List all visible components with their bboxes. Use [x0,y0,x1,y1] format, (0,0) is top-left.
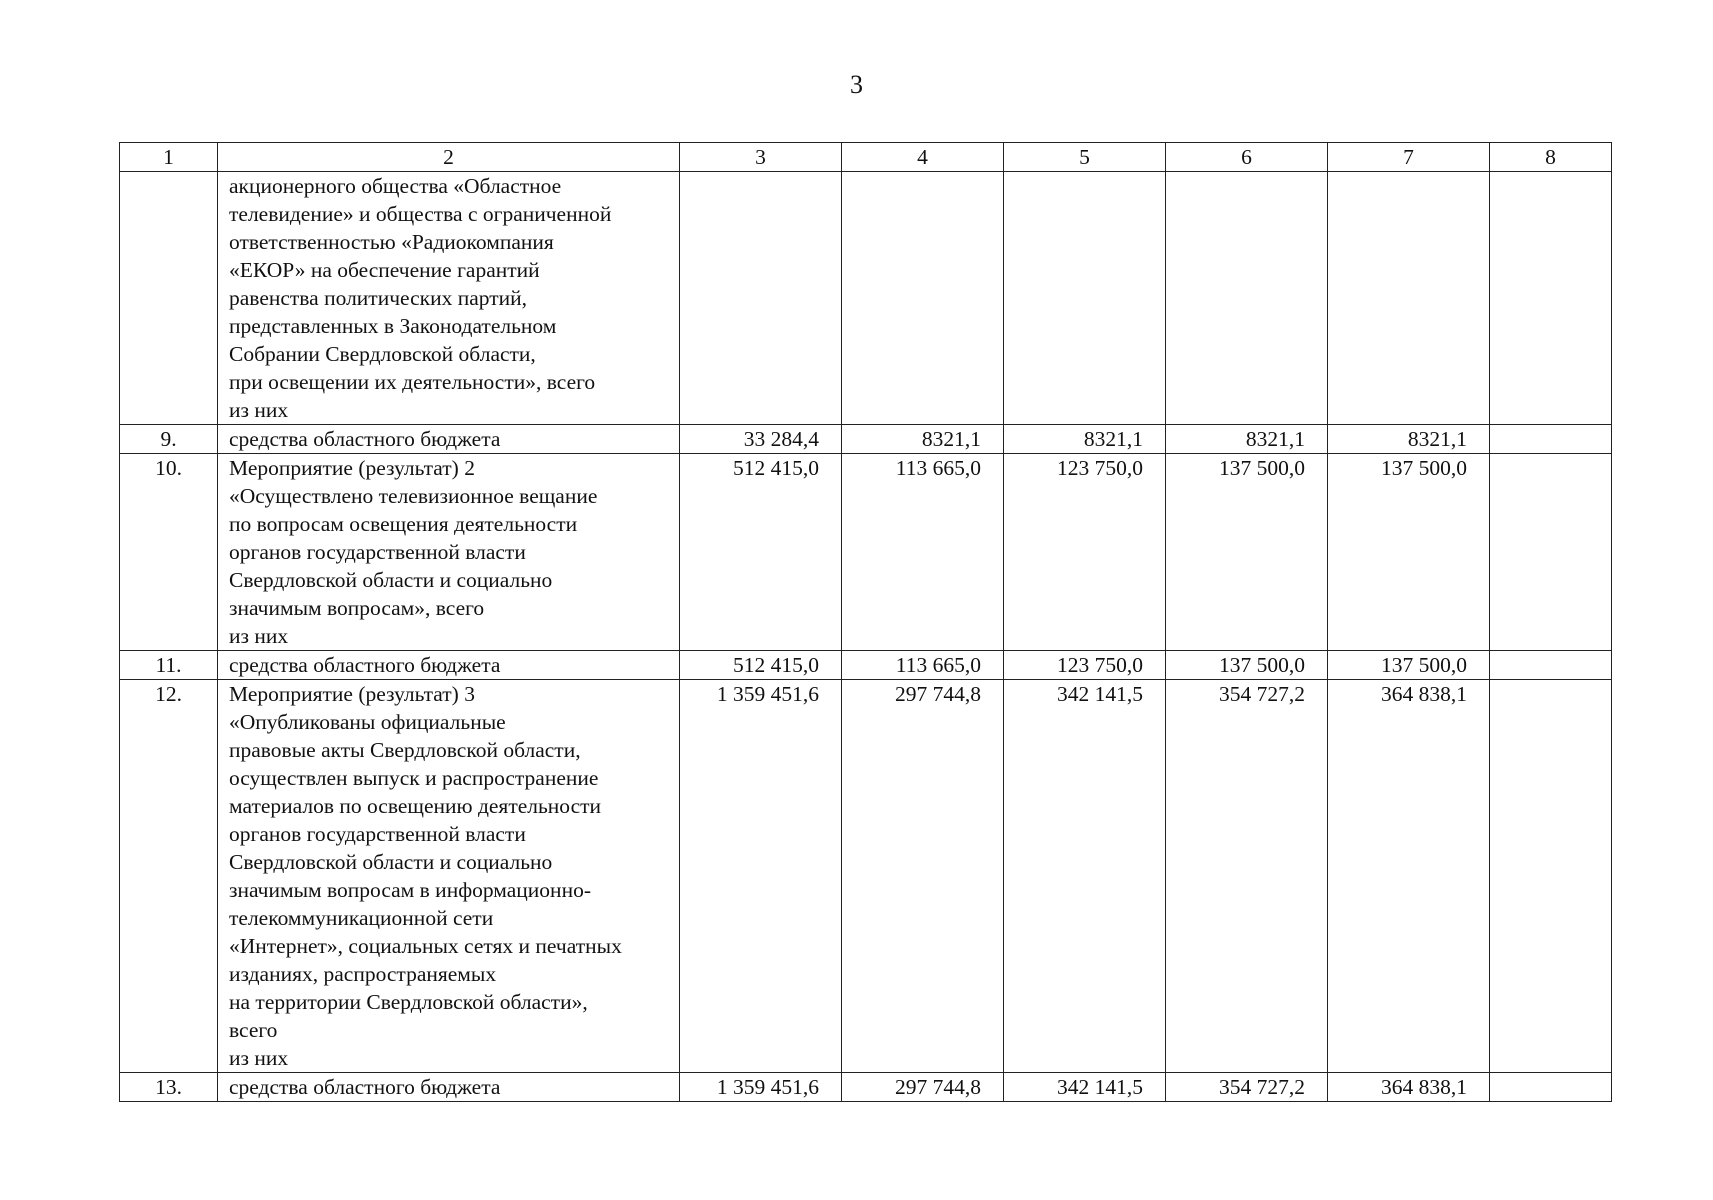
value-col-3: 512 415,0 [680,651,842,680]
budget-table [119,142,1612,1102]
value-col-8 [1490,172,1612,425]
value-col-6: 137 500,0 [1166,454,1328,651]
value-col-7: 364 838,1 [1328,1073,1490,1102]
value-col-4: 297 744,8 [842,680,1004,1073]
value-col-3: 1 359 451,6 [680,1073,842,1102]
value-col-3: 512 415,0 [680,454,842,651]
row-number: 12. [120,680,218,1073]
table-row [120,680,1612,1073]
row-number: 10. [120,454,218,651]
value-col-7: 137 500,0 [1328,651,1490,680]
value-col-5: 123 750,0 [1004,651,1166,680]
table-row [120,1073,1612,1102]
value-col-4: 8321,1 [842,425,1004,454]
value-col-6 [1166,172,1328,425]
value-col-3: 33 284,4 [680,425,842,454]
header-cell: 7 [1328,143,1490,172]
value-col-8 [1490,425,1612,454]
value-col-6: 354 727,2 [1166,680,1328,1073]
page-number: 3 [850,70,863,99]
value-col-7: 8321,1 [1328,425,1490,454]
table-row [120,172,1612,425]
value-col-8 [1490,454,1612,651]
value-col-6: 354 727,2 [1166,1073,1328,1102]
header-cell: 2 [218,143,680,172]
header-cell: 4 [842,143,1004,172]
value-col-3 [680,172,842,425]
header-cell: 3 [680,143,842,172]
value-col-7: 137 500,0 [1328,454,1490,651]
row-number: 11. [120,651,218,680]
row-description: средства областного бюджета [218,651,680,680]
row-number: 13. [120,1073,218,1102]
table-row [120,651,1612,680]
value-col-4: 297 744,8 [842,1073,1004,1102]
row-description: средства областного бюджета [218,425,680,454]
value-col-5: 342 141,5 [1004,680,1166,1073]
row-description: Мероприятие (результат) 3 «Опубликованы официальные правовые акты Свердловской области, осуществлен выпуск и распространение материалов по освещению деятельности органов государственной власти Свердловской области и социально значимым вопросам в информационно- телекоммуникационной сети «Интернет», социальных сетях и печатных изданиях, распространяемых на территории Свердловской области», всего из них [218,680,680,1073]
row-number: 9. [120,425,218,454]
value-col-5 [1004,172,1166,425]
header-cell: 8 [1490,143,1612,172]
header-cell: 1 [120,143,218,172]
value-col-5: 8321,1 [1004,425,1166,454]
value-col-4: 113 665,0 [842,651,1004,680]
row-description: Мероприятие (результат) 2 «Осуществлено телевизионное вещание по вопросам освещения деятельности органов государственной власти Свердловской области и социально значимым вопросам», всего из них [218,454,680,651]
row-description: средства областного бюджета [218,1073,680,1102]
column-number-row [120,143,1612,172]
value-col-6: 137 500,0 [1166,651,1328,680]
value-col-5: 342 141,5 [1004,1073,1166,1102]
value-col-8 [1490,1073,1612,1102]
value-col-8 [1490,651,1612,680]
value-col-5: 123 750,0 [1004,454,1166,651]
value-col-8 [1490,680,1612,1073]
value-col-4 [842,172,1004,425]
row-number [120,172,218,425]
table-row [120,454,1612,651]
value-col-3: 1 359 451,6 [680,680,842,1073]
table-row [120,425,1612,454]
header-cell: 6 [1166,143,1328,172]
row-description: акционерного общества «Областное телевидение» и общества с ограниченной ответственностью «Радиокомпания «ЕКОР» на обеспечение гарантий равенства политических партий, представленных в Законодательном Собрании Свердловской области, при освещении их деятельности», всего из них [218,172,680,425]
value-col-7 [1328,172,1490,425]
value-col-7: 364 838,1 [1328,680,1490,1073]
value-col-6: 8321,1 [1166,425,1328,454]
header-cell: 5 [1004,143,1166,172]
value-col-4: 113 665,0 [842,454,1004,651]
